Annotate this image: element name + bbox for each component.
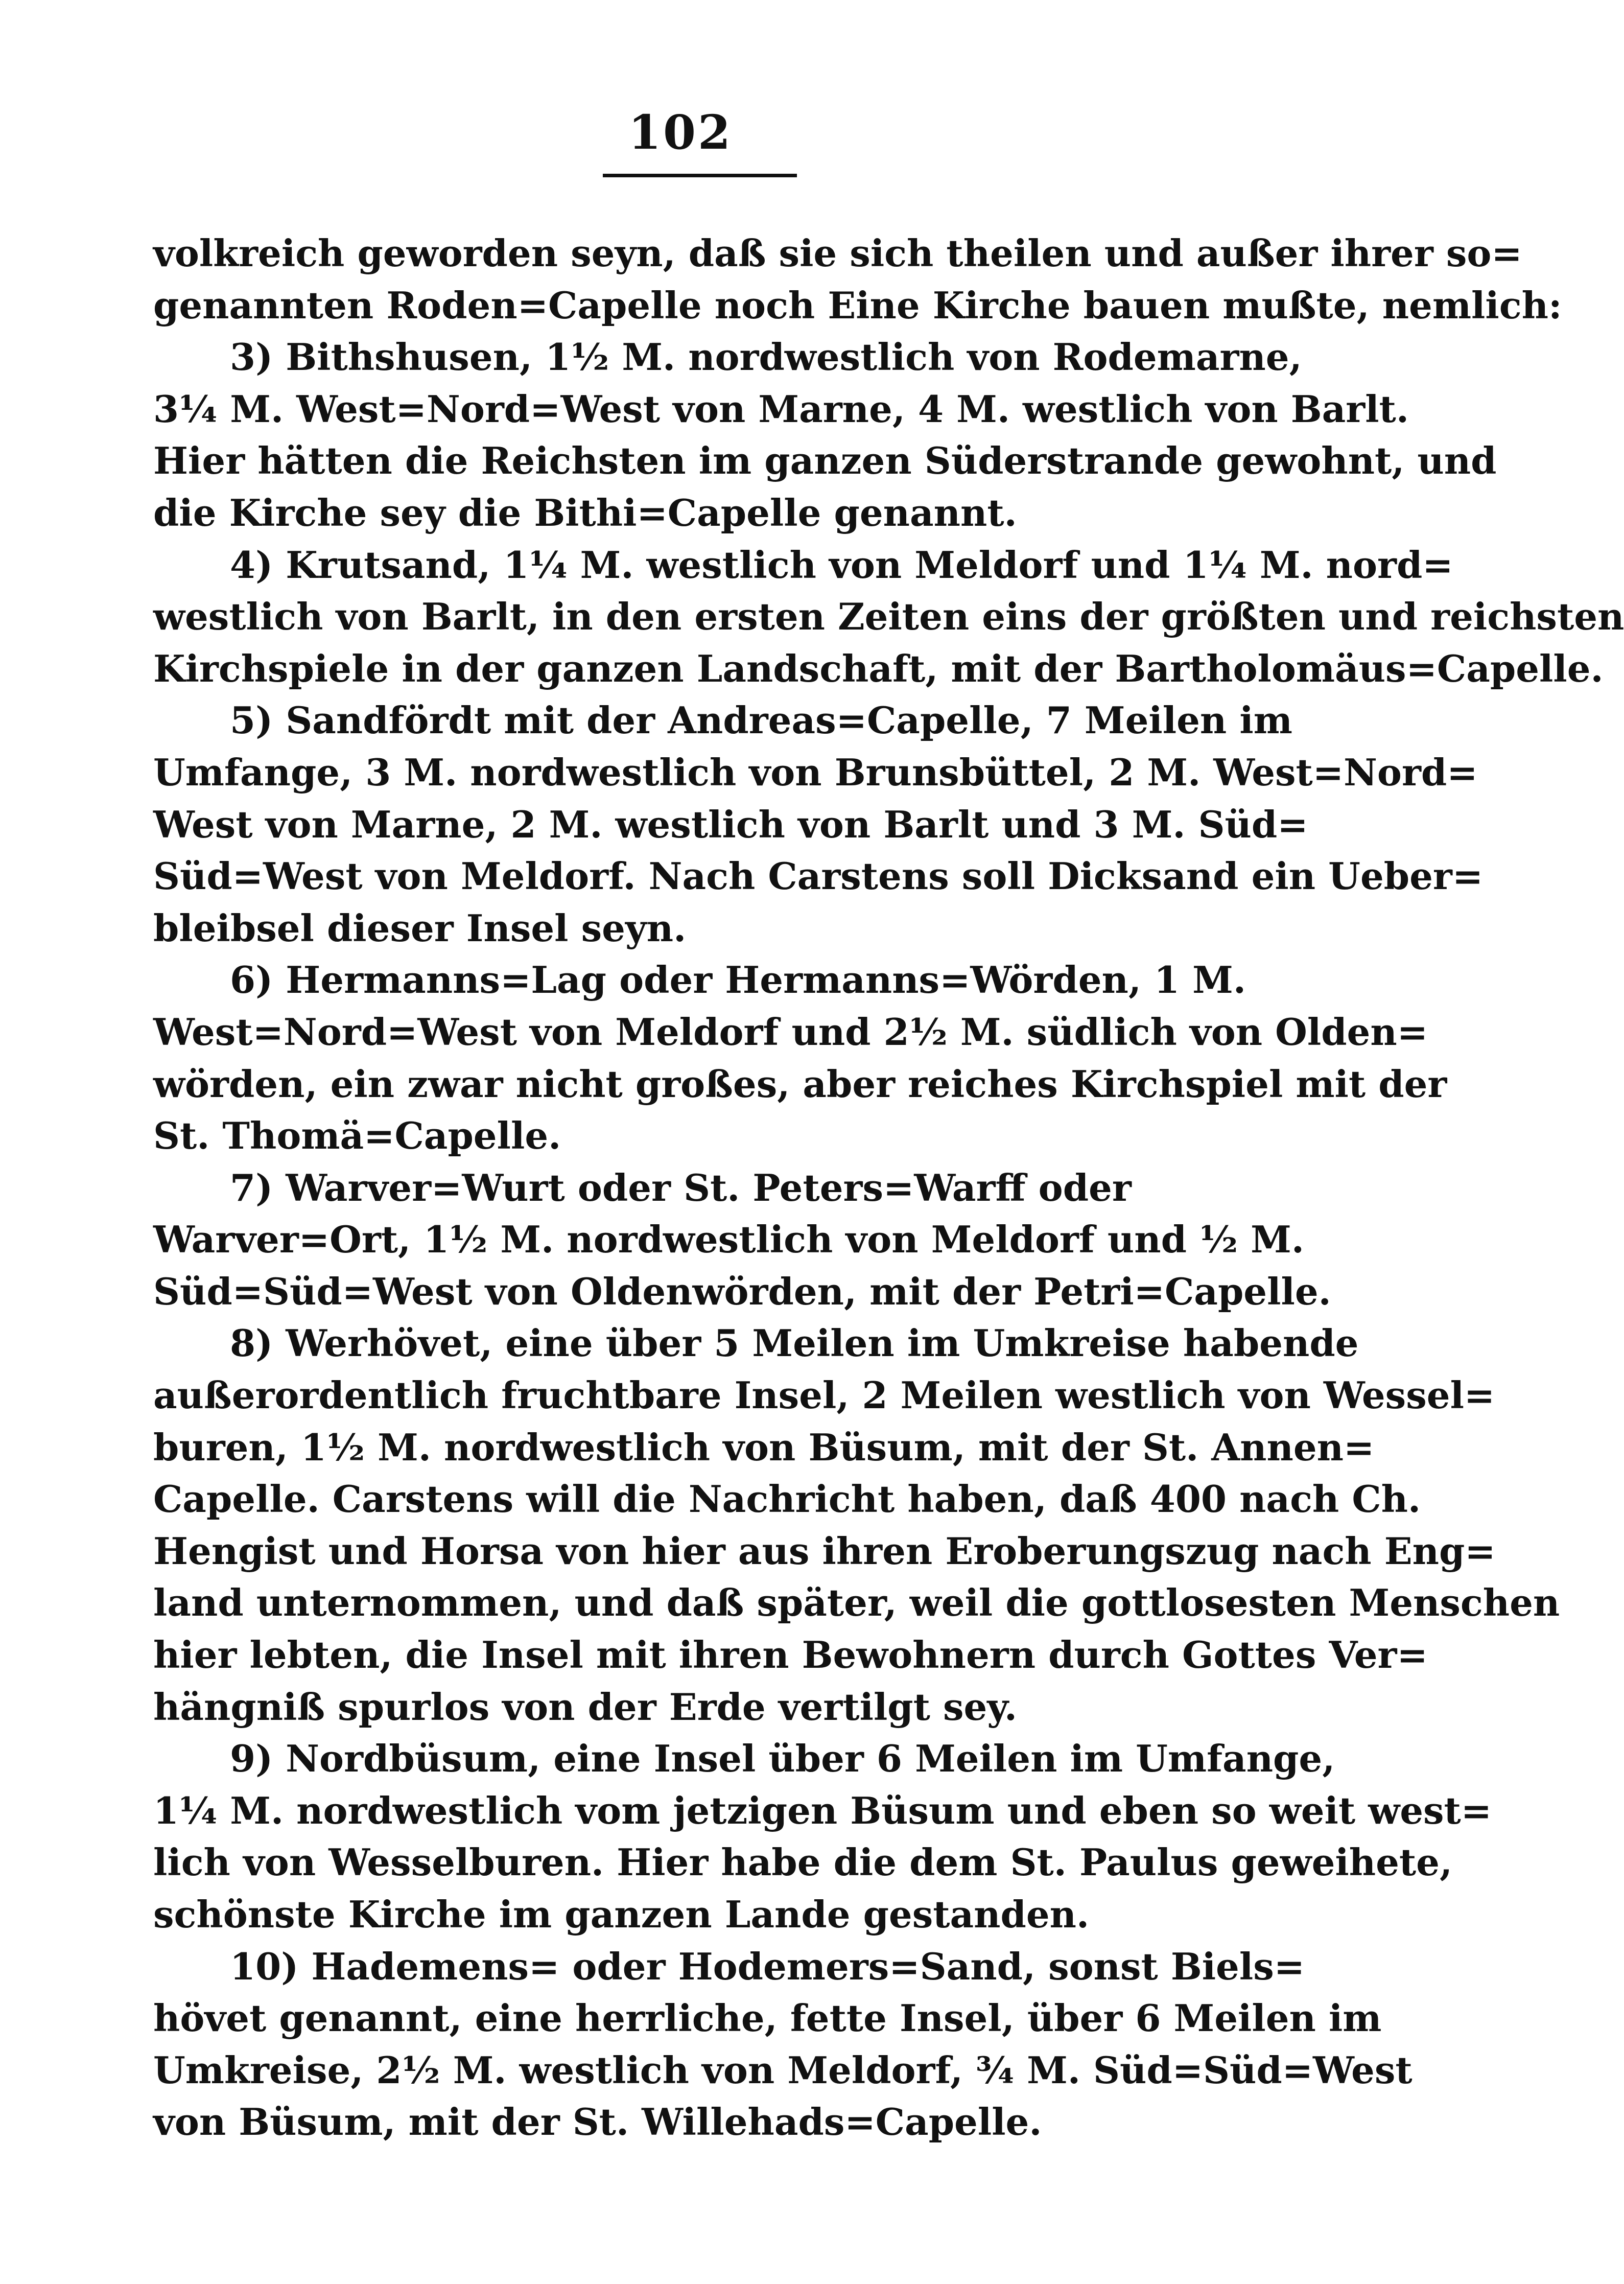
text-line: hövet genannt, eine herrliche, fette Insel, über 6 Meilen im: [153, 1996, 1382, 2040]
text-line: West=Nord=West von Meldorf und 2½ M. südlich von Olden=: [153, 1010, 1428, 1054]
text-line: bleibsel dieser Insel seyn.: [153, 906, 687, 950]
paragraph-start-line: 5) Sandfördt mit der Andreas=Capelle, 7 Meilen im: [230, 698, 1292, 742]
paragraph-start-line: 3) Bithshusen, 1½ M. nordwestlich von Rodemarne,: [230, 335, 1302, 379]
paragraph-start-line: 6) Hermanns=Lag oder Hermanns=Wörden, 1 M.: [230, 958, 1246, 1002]
text-line: Süd=West von Meldorf. Nach Carstens soll Dicksand ein Ueber=: [153, 854, 1484, 898]
text-line: Süd=Süd=West von Oldenwörden, mit der Petri=Capelle.: [153, 1269, 1331, 1313]
text-line: 1¼ M. nordwestlich vom jetzigen Büsum und eben so weit west=: [153, 1788, 1492, 1832]
text-line: Hengist und Horsa von hier aus ihren Eroberungszug nach Eng=: [153, 1529, 1496, 1573]
paragraph-start-line: 9) Nordbüsum, eine Insel über 6 Meilen im Umfange,: [230, 1737, 1335, 1781]
paragraph-start-line: 7) Warver=Wurt oder St. Peters=Warff oder: [230, 1166, 1132, 1209]
text-line: Kirchspiele in der ganzen Landschaft, mit der Bartholomäus=Capelle.: [153, 646, 1604, 690]
text-line: Umkreise, 2½ M. westlich von Meldorf, ¾ M. Süd=Süd=West: [153, 2048, 1413, 2092]
text-line: wörden, ein zwar nicht großes, aber reiches Kirchspiel mit der: [153, 1062, 1447, 1106]
text-line: die Kirche sey die Bithi=Capelle genannt.: [153, 491, 1017, 534]
text-line: hier lebten, die Insel mit ihren Bewohnern durch Gottes Ver=: [153, 1633, 1428, 1677]
text-line: hängniß spurlos von der Erde vertilgt sey.: [153, 1685, 1017, 1729]
text-line: buren, 1½ M. nordwestlich von Büsum, mit der St. Annen=: [153, 1425, 1375, 1469]
text-line: Warver=Ort, 1½ M. nordwestlich von Meldorf und ½ M.: [153, 1218, 1304, 1262]
paragraph-start-line: 4) Krutsand, 1¼ M. westlich von Meldorf und 1¼ M. nord=: [230, 543, 1453, 587]
text-line: volkreich geworden seyn, daß sie sich theilen und außer ihrer so=: [153, 231, 1522, 275]
body-text: [153, 227, 1624, 2148]
text-line: land unternommen, und daß später, weil die gottlosesten Menschen: [153, 1581, 1560, 1625]
text-line: genannten Roden=Capelle noch Eine Kirche bauen mußte, nemlich:: [153, 283, 1562, 327]
text-line: lich von Wesselburen. Hier habe die dem St. Paulus geweihete,: [153, 1840, 1453, 1884]
text-line: schönste Kirche im ganzen Lande gestanden.: [153, 1893, 1090, 1936]
text-line: von Büsum, mit der St. Willehads=Capelle.: [153, 2100, 1042, 2144]
text-line: St. Thomä=Capelle.: [153, 1114, 561, 1158]
text-line: außerordentlich fruchtbare Insel, 2 Meilen westlich von Wessel=: [153, 1373, 1495, 1417]
text-line: West von Marne, 2 M. westlich von Barlt und 3 M. Süd=: [153, 802, 1308, 846]
text-line: Hier hätten die Reichsten im ganzen Süderstrande gewohnt, und: [153, 439, 1497, 483]
page-number: 102: [628, 105, 733, 160]
text-line: Capelle. Carstens will die Nachricht haben, daß 400 nach Ch.: [153, 1477, 1421, 1521]
header-rule: [603, 174, 797, 177]
paragraph-start-line: 10) Hademens= oder Hodemers=Sand, sonst Biels=: [230, 1944, 1305, 1988]
text-line: 3¼ M. West=Nord=West von Marne, 4 M. westlich von Barlt.: [153, 387, 1409, 431]
text-line: Umfange, 3 M. nordwestlich von Brunsbüttel, 2 M. West=Nord=: [153, 750, 1478, 794]
paragraph-start-line: 8) Werhövet, eine über 5 Meilen im Umkreise habende: [230, 1321, 1359, 1365]
text-line: westlich von Barlt, in den ersten Zeiten eins der größten und reichsten: [153, 595, 1624, 639]
